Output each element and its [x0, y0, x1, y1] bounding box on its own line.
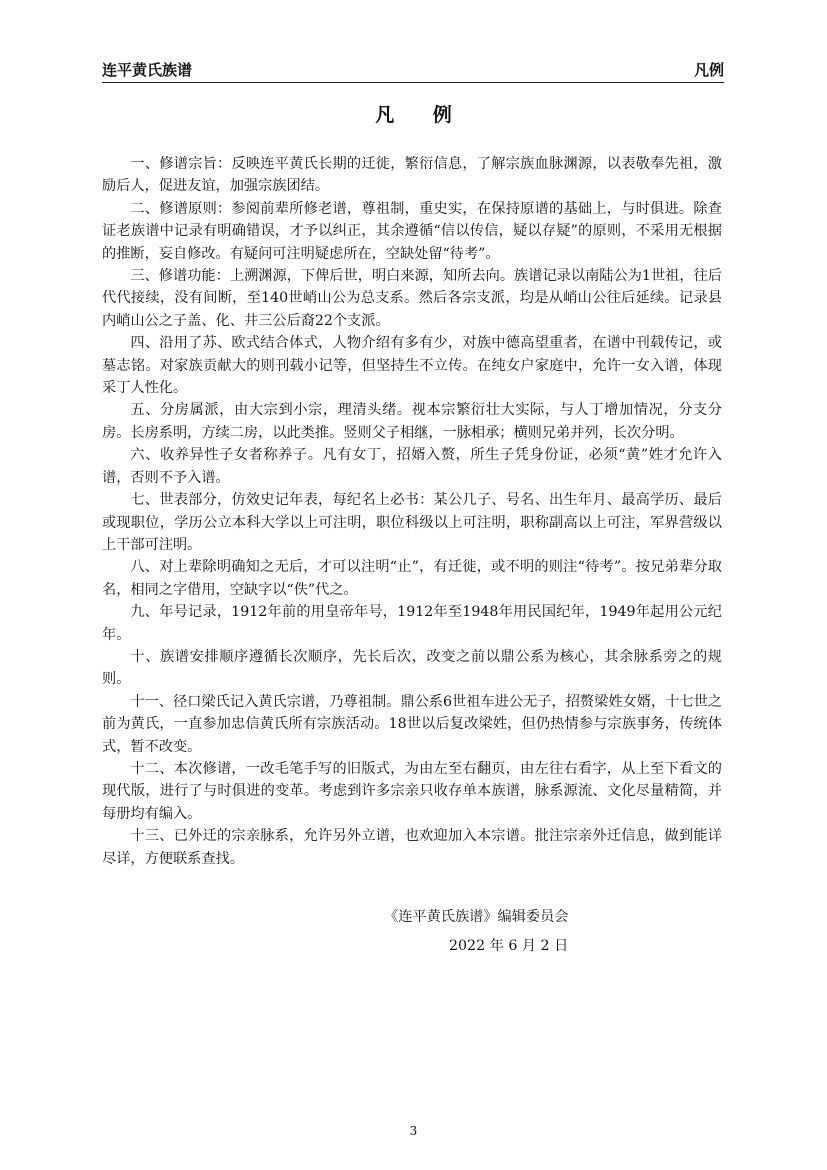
paragraph-12: 十二、本次修谱，一改毛笔手写的旧版式，为由左至右翻页，由左往右看字，从上至下看文的现代版，进行了与时俱进的变革。考虑到许多宗亲只收存单本族谱，脉系源流、文化尽量精简，并每册均有编入。 [102, 760, 722, 822]
paragraph-8: 八、对上辈除明确知之无后，才可以注明“止”，有迁徙，或不明的则注“待考”。按兄弟辈分取名，相同之字借用，空缺字以“佚”代之。 [102, 559, 722, 598]
paragraph-6: 六、收养异性子女者称养子。凡有女丁，招婿入赘，所生子凭身份证，必须“黄”姓才允许入谱，否则不予入谱。 [102, 447, 722, 486]
paragraph-3: 三、修谱功能：上溯渊源，下俾后世，明白来源，知所去向。族谱记录以南陆公为1世祖，往后代代接续，没有间断，至140世峭山公为总支系。然后各宗支派，均是从峭山公往后延续。记录县内峭山公之子盖、化、井三公后裔22个支派。 [102, 268, 722, 329]
editorial-committee-signature: 《连平黄氏族谱》编辑委员会 [384, 909, 569, 925]
paragraph-11: 十一、径口梁氏记入黄氏宗谱，乃尊祖制。鼎公系6世祖车进公无子，招赘梁姓女婿，十七世之前为黄氏，一直参加忠信黄氏所有宗族活动。18世以后复改梁姓，但仍热情参与宗族事务，传统体式，暂不改变。 [102, 693, 722, 755]
paragraph-1: 一、修谱宗旨：反映连平黄氏长期的迁徙，繁衍信息，了解宗族血脉渊源，以表敬奉先祖，激励后人，促进友谊，加强宗族团结。 [102, 156, 722, 195]
header-book-title: 连平黄氏族谱 [102, 61, 193, 79]
page-number: 3 [409, 1124, 418, 1138]
paragraph-13: 十三、已外迁的宗亲脉系，允许另外立谱，也欢迎加入本宗谱。批注宗亲外迁信息，做到能详尽详，方便联系查找。 [102, 828, 722, 867]
page-title: 凡 例 [375, 104, 468, 126]
paragraph-5: 五、分房属派，由大宗到小宗，理清头绪。视本宗繁衍壮大实际，与人丁增加情况，分支分房。长房系明，方续二房，以此类推。竖则父子相继，一脉相承；横则兄弟并列，长次分明。 [102, 402, 722, 441]
paragraph-10: 十、族谱安排顺序遵循长次顺序，先长后次，改变之前以鼎公系为核心，其余脉系旁之的规则。 [102, 648, 722, 688]
paragraph-7: 七、世表部分，仿效史记年表，每纪名上必书：某公几子、号名、出生年月、最高学历、最后或现职位，学历公立本科大学以上可注明，职位科级以上可注明，职称副高以上可注，军界营级以上干部可注明。 [102, 492, 722, 553]
header-section-title: 凡例 [693, 61, 724, 79]
body-text [102, 153, 722, 870]
signature-date: 2022 年 6 月 2 日 [449, 938, 569, 954]
paragraph-9: 九、年号记录，1912年前的用皇帝年号，1912年至1948年用民国纪年，1949年起用公元纪年。 [102, 604, 722, 643]
paragraph-2: 二、修谱原则：参阅前辈所修老谱，尊祖制，重史实，在保持原谱的基础上，与时俱进。除查证老族谱中记录有明确错误，才予以纠正，其余遵循“信以传信，疑以存疑”的原则，不采用无根据的推断，妄自修改。有疑问可注明疑虑所在，空缺处留“待考”。 [102, 200, 722, 262]
paragraph-4: 四、沿用了苏、欧式结合体式，人物介绍有多有少，对族中德高望重者，在谱中刊载传记，或墓志铭。对家族贡献大的则刊载小记等，但坚持生不立传。在纯女户家庭中，允许一女入谱，体现采丁人性化。 [102, 335, 722, 397]
page-header [102, 60, 724, 83]
